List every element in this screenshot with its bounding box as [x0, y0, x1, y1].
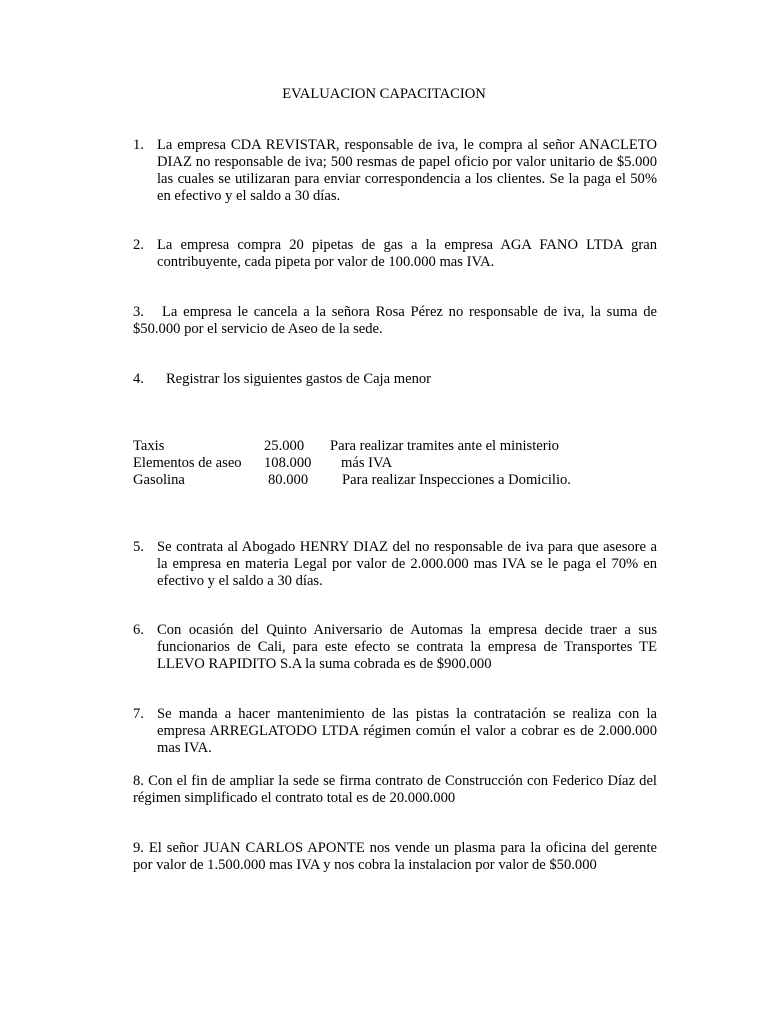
expense-name: Gasolina [133, 472, 185, 488]
item-number: 5. [133, 539, 144, 555]
list-item-6 [133, 622, 657, 673]
expense-description: Para realizar Inspecciones a Domicilio. [342, 472, 571, 488]
item-number: 2. [133, 237, 144, 253]
item-text: La empresa le cancela a la señora Rosa Pérez no responsable de iva, la suma de $50.000 por el servicio de Aseo de la sede. [133, 304, 657, 337]
item-number: 7. [133, 706, 144, 722]
item-text: La empresa CDA REVISTAR, responsable de iva, le compra al señor ANACLETO DIAZ no responsable de iva; 500 resmas de papel oficio por valor unitario de $5.000 las cuales se utilizaran para enviar correspondencia a los clientes. Se la paga el 50% en efectivo y el saldo a 30 días. [157, 137, 657, 204]
item-text: Registrar los siguientes gastos de Caja menor [165, 371, 432, 387]
item-number: 4. [133, 371, 144, 387]
item-number: 1. [133, 137, 144, 153]
expense-amount: 108.000 [264, 455, 312, 471]
item-text: Se contrata al Abogado HENRY DIAZ del no responsable de iva para que asesore a la empresa en materia Legal por valor de 2.000.000 mas IVA se le paga el 70% en efectivo y el saldo a 30 días. [157, 539, 657, 589]
item-text: El señor JUAN CARLOS APONTE nos vende un plasma para la oficina del gerente por valor de 1.500.000 mas IVA y nos cobra la instalacion por valor de $50.000 [133, 840, 657, 873]
item-text: Con ocasión del Quinto Aniversario de Automas la empresa decide traer a sus funcionarios de Cali, para este efecto se contrata la empresa de Transportes TE LLEVO RAPIDITO S.A la suma cobrada es de $900.000 [157, 622, 657, 672]
list-item-9 [133, 840, 657, 874]
expense-description: más IVA [341, 455, 393, 471]
item-number: 9. [133, 840, 144, 856]
item-text: Con el fin de ampliar la sede se firma contrato de Construcción con Federico Díaz del régimen simplificado el contrato total es de 20.000.000 [133, 773, 657, 806]
list-item-3 [133, 304, 657, 338]
list-item-2 [133, 237, 657, 271]
expense-name: Taxis [133, 438, 165, 454]
list-item-8 [133, 773, 657, 807]
expense-name: Elementos de aseo [133, 455, 242, 471]
list-item-7 [133, 706, 657, 757]
list-item-5 [133, 539, 657, 590]
list-item-1 [133, 137, 657, 205]
page-title: EVALUACION CAPACITACION [282, 86, 486, 102]
expense-description: Para realizar tramites ante el ministerio [330, 438, 559, 454]
item-text: La empresa compra 20 pipetas de gas a la empresa AGA FANO LTDA gran contribuyente, cada pipeta por valor de 100.000 mas IVA. [157, 237, 657, 270]
item-text: Se manda a hacer mantenimiento de las pistas la contratación se realiza con la empresa ARREGLATODO LTDA régimen común el valor a cobrar es de 2.000.000 mas IVA. [157, 706, 657, 756]
item-number: 8. [133, 773, 144, 789]
expense-amount: 25.000 [264, 438, 305, 454]
item-number: 6. [133, 622, 144, 638]
expense-amount: 80.000 [268, 472, 309, 488]
list-item-4 [133, 371, 431, 388]
item-number: 3. [133, 304, 144, 320]
